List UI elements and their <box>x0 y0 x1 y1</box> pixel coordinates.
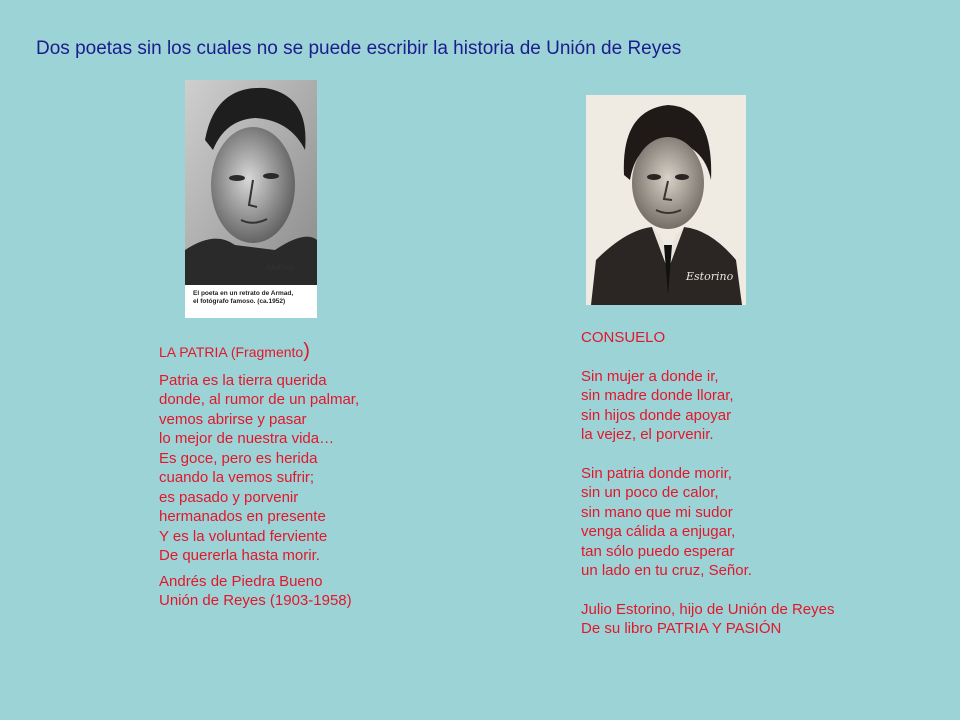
poem-heading <box>159 342 359 363</box>
portrait-photo-julio <box>586 95 746 305</box>
poem-heading-paren: ) <box>303 340 310 362</box>
poem-line: sin madre donde llorar, <box>581 387 734 404</box>
poem-line: Sin mujer a donde ir, <box>581 367 719 385</box>
poem-line: venga cálida a enjugar, <box>581 523 736 540</box>
caption-line: El poeta en un retrato de Armad, <box>193 290 294 297</box>
poem-line: Y es la voluntad ferviente <box>159 527 328 545</box>
poem-la-patria <box>159 342 359 611</box>
poem-line: Es goce, pero es herida <box>159 449 318 467</box>
poem-line: donde, al rumor de un palmar, <box>159 391 360 408</box>
poem-consuelo <box>581 328 834 639</box>
poem-line: un lado en tu cruz, Señor. <box>581 562 752 579</box>
poem-line: Sin patria donde morir, <box>581 464 732 482</box>
poem-line: De quererla hasta morir. <box>159 547 320 564</box>
caption-line: el fotógrafo famoso. (ca.1952) <box>193 298 286 305</box>
portrait-julio-image <box>586 95 746 305</box>
poem-line: Patria es la tierra querida <box>159 371 327 389</box>
poem-author: Julio Estorino, hijo de Unión de Reyes <box>581 600 835 618</box>
poem-line: vemos abrirse y pasar <box>159 410 307 428</box>
poem-line: hermanados en presente <box>159 508 326 525</box>
poem-line: lo mejor de nuestra vida… <box>159 430 335 447</box>
poem-line: tan sólo puedo esperar <box>581 542 735 560</box>
poem-line: sin hijos donde apoyar <box>581 406 732 424</box>
photo-caption <box>185 290 317 306</box>
poem-line: la vejez, el porvenir. <box>581 426 714 443</box>
signature-andres: Andrés <box>265 263 294 272</box>
portrait-andres-image <box>185 80 317 318</box>
portrait-photo-andres <box>185 80 317 318</box>
poem-heading: CONSUELO <box>581 329 666 346</box>
poem-book: De su libro PATRIA Y PASIÓN <box>581 620 782 637</box>
poem-line: sin mano que mi sudor <box>581 503 733 521</box>
slide-title: Dos poetas sin los cuales no se puede escribir la historia de Unión de Reyes <box>36 38 682 59</box>
poem-line: cuando la vemos sufrir; <box>159 469 315 486</box>
poem-line: es pasado y porvenir <box>159 488 299 506</box>
poem-place-dates: Unión de Reyes (1903-1958) <box>159 592 352 609</box>
signature-julio: Estorino <box>686 270 734 283</box>
poem-heading-text: LA PATRIA (Fragmento <box>159 344 304 360</box>
poem-author: Andrés de Piedra Bueno <box>159 572 323 590</box>
poem-line: sin un poco de calor, <box>581 484 719 501</box>
